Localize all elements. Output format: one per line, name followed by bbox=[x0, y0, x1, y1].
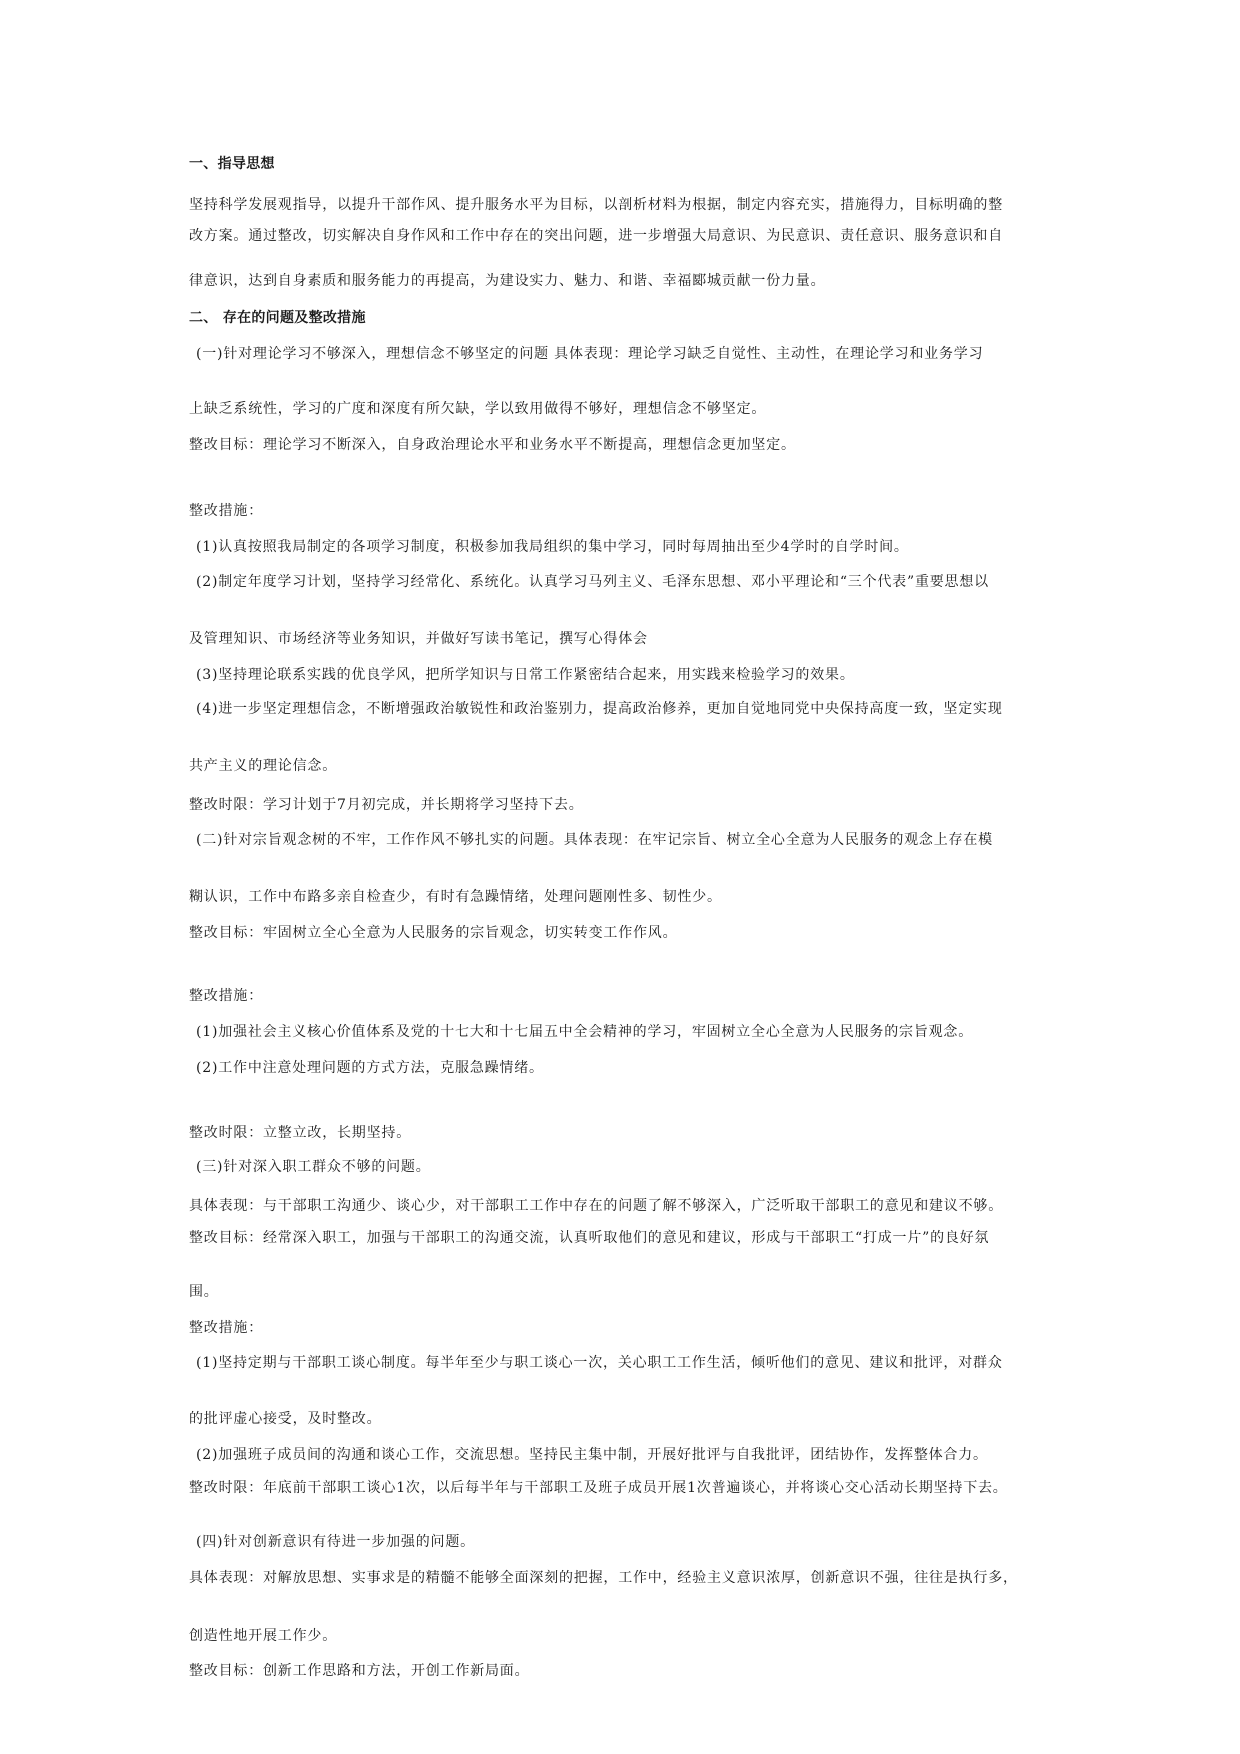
measure-item: (1)坚持定期与干部职工谈心制度。每半年至少与职工谈心一次，关心职工工作生活，倾听他们的意见、建议和批评，对群众 bbox=[196, 1355, 1003, 1371]
paragraph-line: 律意识，达到自身素质和服务能力的再提高，为建设实力、魅力、和谐、幸福郾城贡献一份力量。 bbox=[189, 273, 826, 289]
paragraph-line: 围。 bbox=[189, 1284, 219, 1300]
subsection-title: (二)针对宗旨观念树的不牢，工作作风不够扎实的问题。具体表现：在牢记宗旨、树立全心全意为人民服务的观念上存在模 bbox=[196, 832, 993, 848]
paragraph-line: 创造性地开展工作少。 bbox=[189, 1628, 337, 1644]
measure-item: (2)加强班子成员间的沟通和谈心工作，交流思想。坚持民主集中制，开展好批评与自我批评，团结协作，发挥整体合力。 bbox=[196, 1447, 988, 1463]
rectification-goal: 整改目标：创新工作思路和方法，开创工作新局面。 bbox=[189, 1663, 530, 1679]
measure-item: (1)认真按照我局制定的各项学习制度，积极参加我局组织的集中学习，同时每周抽出至少4学时的自学时间。 bbox=[196, 539, 909, 555]
rectification-goal: 整改目标：经常深入职工，加强与干部职工的沟通交流，认真听取他们的意见和建议，形成与干部职工“打成一片”的良好氛 bbox=[189, 1230, 990, 1246]
paragraph-line: 及管理知识、市场经济等业务知识，并做好写读书笔记，撰写心得体会 bbox=[189, 631, 648, 647]
paragraph-line: 具体表现：与干部职工沟通少、谈心少，对干部职工工作中存在的问题了解不够深入，广泛听取干部职工的意见和建议不够。 bbox=[189, 1198, 1003, 1214]
section-heading-problems: 二、 存在的问题及整改措施 bbox=[189, 310, 366, 326]
paragraph-line: 具体表现：对解放思想、实事求是的精髓不能够全面深刻的把握，工作中，经验主义意识浓厚，创新意识不强，往往是执行多， bbox=[189, 1570, 1018, 1586]
subsection-title: (一)针对理论学习不够深入，理想信念不够坚定的问题 具体表现：理论学习缺乏自觉性、主动性，在理论学习和业务学习 bbox=[196, 346, 984, 362]
paragraph-line: 共产主义的理论信念。 bbox=[189, 758, 337, 774]
paragraph-line: 的批评虚心接受，及时整改。 bbox=[189, 1411, 382, 1427]
measure-item: (2)工作中注意处理问题的方式方法，克服急躁情绪。 bbox=[196, 1060, 544, 1076]
rectification-goal: 整改目标：理论学习不断深入，自身政治理论水平和业务水平不断提高，理想信念更加坚定。 bbox=[189, 437, 796, 453]
section-heading-guiding-ideology: 一、指导思想 bbox=[189, 156, 275, 172]
measure-item: (1)加强社会主义核心价值体系及党的十七大和十七届五中全会精神的学习，牢固树立全心全意为人民服务的宗旨观念。 bbox=[196, 1024, 974, 1040]
paragraph-line: 上缺乏系统性，学习的广度和深度有所欠缺，学以致用做得不够好，理想信念不够坚定。 bbox=[189, 401, 767, 417]
rectification-measures-label: 整改措施： bbox=[189, 988, 263, 1004]
paragraph-line: 糊认识，工作中布路多亲自检查少，有时有急躁情绪，处理问题刚性多、韧性少。 bbox=[189, 889, 722, 905]
rectification-deadline: 整改时限：学习计划于7月初完成，并长期将学习坚持下去。 bbox=[189, 797, 584, 813]
paragraph-line: 改方案。通过整改，切实解决自身作风和工作中存在的突出问题，进一步增强大局意识、为民意识、责任意识、服务意识和自 bbox=[189, 228, 1003, 244]
measure-item: (3)坚持理论联系实践的优良学风，把所学知识与日常工作紧密结合起来，用实践来检验学习的效果。 bbox=[196, 667, 855, 683]
measure-item: (4)进一步坚定理想信念，不断增强政治敏锐性和政治鉴别力，提高政治修养，更加自觉地同党中央保持高度一致，坚定实现 bbox=[196, 701, 1003, 717]
rectification-deadline: 整改时限：立整立改，长期坚持。 bbox=[189, 1125, 411, 1141]
subsection-title: (三)针对深入职工群众不够的问题。 bbox=[196, 1159, 431, 1175]
rectification-goal: 整改目标：牢固树立全心全意为人民服务的宗旨观念，切实转变工作作风。 bbox=[189, 925, 678, 941]
paragraph-line: 坚持科学发展观指导，以提升干部作风、提升服务水平为目标，以剖析材料为根据，制定内容充实，措施得力，目标明确的整 bbox=[189, 197, 1003, 213]
rectification-measures-label: 整改措施： bbox=[189, 1320, 263, 1336]
measure-item: (2)制定年度学习计划，坚持学习经常化、系统化。认真学习马列主义、毛泽东思想、邓小平理论和“三个代表”重要思想以 bbox=[196, 574, 989, 590]
rectification-deadline: 整改时限：年底前干部职工谈心1次，以后每半年与干部职工及班子成员开展1次普遍谈心，并将谈心交心活动长期坚持下去。 bbox=[189, 1480, 1008, 1496]
rectification-measures-label: 整改措施： bbox=[189, 503, 263, 519]
subsection-title: (四)针对创新意识有待进一步加强的问题。 bbox=[196, 1534, 475, 1550]
